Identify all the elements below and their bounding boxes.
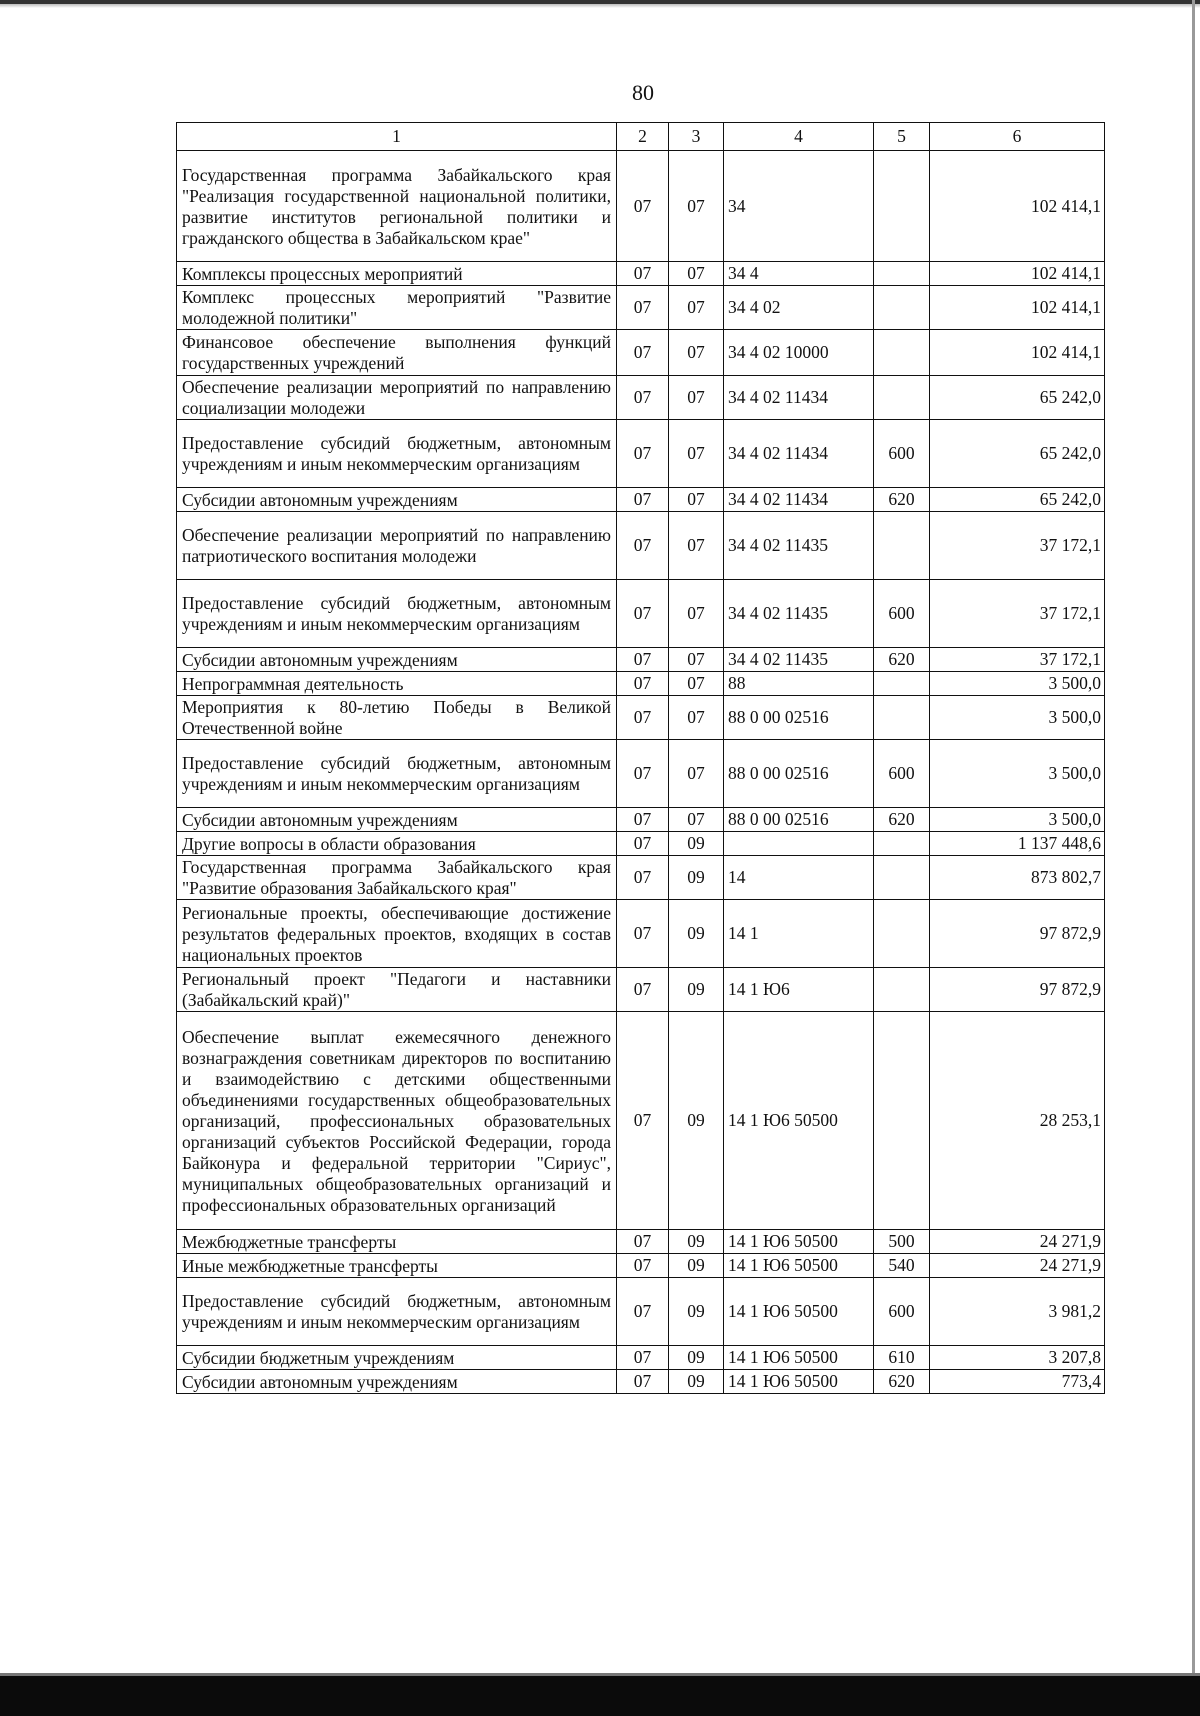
row-name: Субсидии автономным учреждениям xyxy=(177,488,617,512)
budget-table xyxy=(176,122,1105,1394)
row-name: Региональный проект "Педагоги и наставники (Забайкальский край)" xyxy=(177,968,617,1012)
row-section: 07 xyxy=(617,740,669,808)
row-expense-type xyxy=(874,376,930,420)
row-target-code: 34 4 02 11435 xyxy=(724,512,874,580)
row-target-code: 88 0 00 02516 xyxy=(724,740,874,808)
table-row xyxy=(177,900,1105,968)
row-target-code: 34 4 02 11435 xyxy=(724,580,874,648)
row-amount: 102 414,1 xyxy=(930,286,1105,330)
table-row xyxy=(177,262,1105,286)
row-target-code: 14 1 Ю6 50500 xyxy=(724,1370,874,1394)
row-expense-type: 620 xyxy=(874,808,930,832)
row-amount: 65 242,0 xyxy=(930,420,1105,488)
row-expense-type: 610 xyxy=(874,1346,930,1370)
row-amount: 1 137 448,6 xyxy=(930,832,1105,856)
row-target-code: 14 1 Ю6 50500 xyxy=(724,1278,874,1346)
row-subsection: 07 xyxy=(669,488,724,512)
row-target-code: 34 xyxy=(724,151,874,262)
scan-bottom-edge xyxy=(0,1676,1200,1716)
row-target-code: 14 1 Ю6 xyxy=(724,968,874,1012)
row-target-code: 34 4 xyxy=(724,262,874,286)
row-section: 07 xyxy=(617,832,669,856)
table-row xyxy=(177,856,1105,900)
row-amount: 65 242,0 xyxy=(930,488,1105,512)
row-name: Государственная программа Забайкальского края "Реализация государственной национальной политики, развитие институтов региональной политики и гражданского общества в Забайкальском крае" xyxy=(177,151,617,262)
row-expense-type xyxy=(874,1012,930,1230)
row-expense-type: 600 xyxy=(874,580,930,648)
row-expense-type: 500 xyxy=(874,1230,930,1254)
row-amount: 3 981,2 xyxy=(930,1278,1105,1346)
row-subsection: 09 xyxy=(669,1012,724,1230)
row-expense-type xyxy=(874,330,930,376)
row-section: 07 xyxy=(617,808,669,832)
row-target-code: 88 xyxy=(724,672,874,696)
table-row xyxy=(177,286,1105,330)
row-section: 07 xyxy=(617,376,669,420)
row-section: 07 xyxy=(617,512,669,580)
page-number: 80 xyxy=(632,80,654,105)
row-section: 07 xyxy=(617,1370,669,1394)
table-row xyxy=(177,151,1105,262)
table-row xyxy=(177,1012,1105,1230)
row-section: 07 xyxy=(617,1012,669,1230)
row-expense-type: 620 xyxy=(874,1370,930,1394)
row-subsection: 09 xyxy=(669,1370,724,1394)
table-row xyxy=(177,968,1105,1012)
table-row xyxy=(177,1278,1105,1346)
row-section: 07 xyxy=(617,420,669,488)
row-amount: 24 271,9 xyxy=(930,1254,1105,1278)
row-section: 07 xyxy=(617,262,669,286)
row-subsection: 09 xyxy=(669,856,724,900)
row-amount: 24 271,9 xyxy=(930,1230,1105,1254)
table-row xyxy=(177,740,1105,808)
row-name: Комплекс процессных мероприятий "Развитие молодежной политики" xyxy=(177,286,617,330)
row-target-code: 34 4 02 11434 xyxy=(724,420,874,488)
header-col-5: 5 xyxy=(874,123,930,151)
table-row xyxy=(177,648,1105,672)
row-target-code: 14 1 Ю6 50500 xyxy=(724,1230,874,1254)
row-amount: 873 802,7 xyxy=(930,856,1105,900)
row-section: 07 xyxy=(617,648,669,672)
row-name: Комплексы процессных мероприятий xyxy=(177,262,617,286)
row-amount: 3 500,0 xyxy=(930,696,1105,740)
row-target-code: 88 0 00 02516 xyxy=(724,808,874,832)
row-subsection: 07 xyxy=(669,286,724,330)
header-row xyxy=(177,123,1105,151)
table-row xyxy=(177,696,1105,740)
row-target-code: 34 4 02 11435 xyxy=(724,648,874,672)
row-name: Региональные проекты, обеспечивающие достижение результатов федеральных проектов, входящих в состав национальных проектов xyxy=(177,900,617,968)
row-section: 07 xyxy=(617,580,669,648)
table-row xyxy=(177,832,1105,856)
row-target-code: 88 0 00 02516 xyxy=(724,696,874,740)
row-name: Финансовое обеспечение выполнения функций государственных учреждений xyxy=(177,330,617,376)
row-target-code: 14 1 Ю6 50500 xyxy=(724,1254,874,1278)
row-amount: 97 872,9 xyxy=(930,900,1105,968)
row-expense-type xyxy=(874,512,930,580)
row-section: 07 xyxy=(617,900,669,968)
row-name: Предоставление субсидий бюджетным, автономным учреждениям и иным некоммерческим организациям xyxy=(177,1278,617,1346)
row-amount: 3 500,0 xyxy=(930,808,1105,832)
row-name: Непрограммная деятельность xyxy=(177,672,617,696)
header-col-6: 6 xyxy=(930,123,1105,151)
row-target-code: 14 1 xyxy=(724,900,874,968)
row-subsection: 09 xyxy=(669,1230,724,1254)
row-target-code: 34 4 02 xyxy=(724,286,874,330)
row-amount: 3 500,0 xyxy=(930,740,1105,808)
row-target-code: 14 1 Ю6 50500 xyxy=(724,1346,874,1370)
table-row xyxy=(177,672,1105,696)
row-expense-type: 620 xyxy=(874,648,930,672)
row-subsection: 07 xyxy=(669,262,724,286)
row-expense-type xyxy=(874,900,930,968)
row-amount: 102 414,1 xyxy=(930,151,1105,262)
row-name: Государственная программа Забайкальского края "Развитие образования Забайкальского края" xyxy=(177,856,617,900)
row-subsection: 09 xyxy=(669,1278,724,1346)
row-subsection: 07 xyxy=(669,151,724,262)
row-name: Мероприятия к 80-летию Победы в Великой Отечественной войне xyxy=(177,696,617,740)
row-subsection: 07 xyxy=(669,808,724,832)
header-col-2: 2 xyxy=(617,123,669,151)
row-expense-type: 600 xyxy=(874,420,930,488)
row-target-code xyxy=(724,832,874,856)
row-name: Обеспечение реализации мероприятий по направлению патриотического воспитания молодежи xyxy=(177,512,617,580)
row-amount: 102 414,1 xyxy=(930,330,1105,376)
row-subsection: 09 xyxy=(669,900,724,968)
row-subsection: 09 xyxy=(669,1254,724,1278)
row-name: Предоставление субсидий бюджетным, автономным учреждениям и иным некоммерческим организациям xyxy=(177,740,617,808)
row-amount: 102 414,1 xyxy=(930,262,1105,286)
row-amount: 773,4 xyxy=(930,1370,1105,1394)
row-subsection: 07 xyxy=(669,696,724,740)
row-amount: 65 242,0 xyxy=(930,376,1105,420)
table-row xyxy=(177,376,1105,420)
row-expense-type xyxy=(874,856,930,900)
table-body xyxy=(177,151,1105,1394)
table-row xyxy=(177,808,1105,832)
row-amount: 3 500,0 xyxy=(930,672,1105,696)
row-subsection: 07 xyxy=(669,672,724,696)
row-subsection: 07 xyxy=(669,580,724,648)
row-expense-type xyxy=(874,832,930,856)
table-row xyxy=(177,1346,1105,1370)
row-subsection: 07 xyxy=(669,376,724,420)
row-target-code: 14 xyxy=(724,856,874,900)
row-section: 07 xyxy=(617,488,669,512)
row-amount: 37 172,1 xyxy=(930,648,1105,672)
row-subsection: 07 xyxy=(669,648,724,672)
row-subsection: 07 xyxy=(669,512,724,580)
row-target-code: 34 4 02 10000 xyxy=(724,330,874,376)
row-section: 07 xyxy=(617,1230,669,1254)
row-target-code: 34 4 02 11434 xyxy=(724,488,874,512)
row-name: Субсидии бюджетным учреждениям xyxy=(177,1346,617,1370)
row-section: 07 xyxy=(617,696,669,740)
table-row xyxy=(177,512,1105,580)
header-col-4: 4 xyxy=(724,123,874,151)
row-target-code: 14 1 Ю6 50500 xyxy=(724,1012,874,1230)
row-name: Межбюджетные трансферты xyxy=(177,1230,617,1254)
scan-right-edge xyxy=(1192,0,1195,1676)
row-name: Субсидии автономным учреждениям xyxy=(177,808,617,832)
row-target-code: 34 4 02 11434 xyxy=(724,376,874,420)
row-section: 07 xyxy=(617,672,669,696)
header-col-1: 1 xyxy=(177,123,617,151)
header-col-3: 3 xyxy=(669,123,724,151)
row-subsection: 07 xyxy=(669,420,724,488)
row-subsection: 07 xyxy=(669,740,724,808)
row-expense-type: 600 xyxy=(874,740,930,808)
row-expense-type: 620 xyxy=(874,488,930,512)
row-subsection: 09 xyxy=(669,968,724,1012)
row-name: Другие вопросы в области образования xyxy=(177,832,617,856)
row-expense-type xyxy=(874,696,930,740)
row-expense-type xyxy=(874,672,930,696)
row-amount: 28 253,1 xyxy=(930,1012,1105,1230)
table-row xyxy=(177,1370,1105,1394)
row-name: Предоставление субсидий бюджетным, автономным учреждениям и иным некоммерческим организациям xyxy=(177,420,617,488)
row-amount: 37 172,1 xyxy=(930,580,1105,648)
table-row xyxy=(177,488,1105,512)
table-row xyxy=(177,420,1105,488)
row-name: Обеспечение выплат ежемесячного денежного вознаграждения советникам директоров по воспитанию и взаимодействию с детскими общественными объединениями государственных общеобразовательных организаций, профессиональных образовательных организаций субъектов Российской Федерации, города Байконура и федеральной территории "Сириус", муниципальных общеобразовательных организаций и профессиональных образовательных организаций xyxy=(177,1012,617,1230)
row-name: Субсидии автономным учреждениям xyxy=(177,648,617,672)
row-section: 07 xyxy=(617,330,669,376)
row-section: 07 xyxy=(617,1346,669,1370)
row-name: Иные межбюджетные трансферты xyxy=(177,1254,617,1278)
table-row xyxy=(177,1230,1105,1254)
row-section: 07 xyxy=(617,151,669,262)
table-row xyxy=(177,580,1105,648)
scan-top-edge xyxy=(0,0,1200,8)
row-section: 07 xyxy=(617,286,669,330)
table-row xyxy=(177,330,1105,376)
row-amount: 37 172,1 xyxy=(930,512,1105,580)
row-expense-type xyxy=(874,968,930,1012)
row-expense-type: 540 xyxy=(874,1254,930,1278)
row-expense-type xyxy=(874,262,930,286)
row-name: Предоставление субсидий бюджетным, автономным учреждениям и иным некоммерческим организациям xyxy=(177,580,617,648)
row-amount: 3 207,8 xyxy=(930,1346,1105,1370)
row-section: 07 xyxy=(617,1254,669,1278)
table-row xyxy=(177,1254,1105,1278)
row-expense-type: 600 xyxy=(874,1278,930,1346)
row-section: 07 xyxy=(617,856,669,900)
row-name: Обеспечение реализации мероприятий по направлению социализации молодежи xyxy=(177,376,617,420)
row-section: 07 xyxy=(617,1278,669,1346)
row-subsection: 09 xyxy=(669,1346,724,1370)
row-name: Субсидии автономным учреждениям xyxy=(177,1370,617,1394)
row-expense-type xyxy=(874,286,930,330)
row-amount: 97 872,9 xyxy=(930,968,1105,1012)
row-subsection: 07 xyxy=(669,330,724,376)
row-subsection: 09 xyxy=(669,832,724,856)
row-section: 07 xyxy=(617,968,669,1012)
row-expense-type xyxy=(874,151,930,262)
